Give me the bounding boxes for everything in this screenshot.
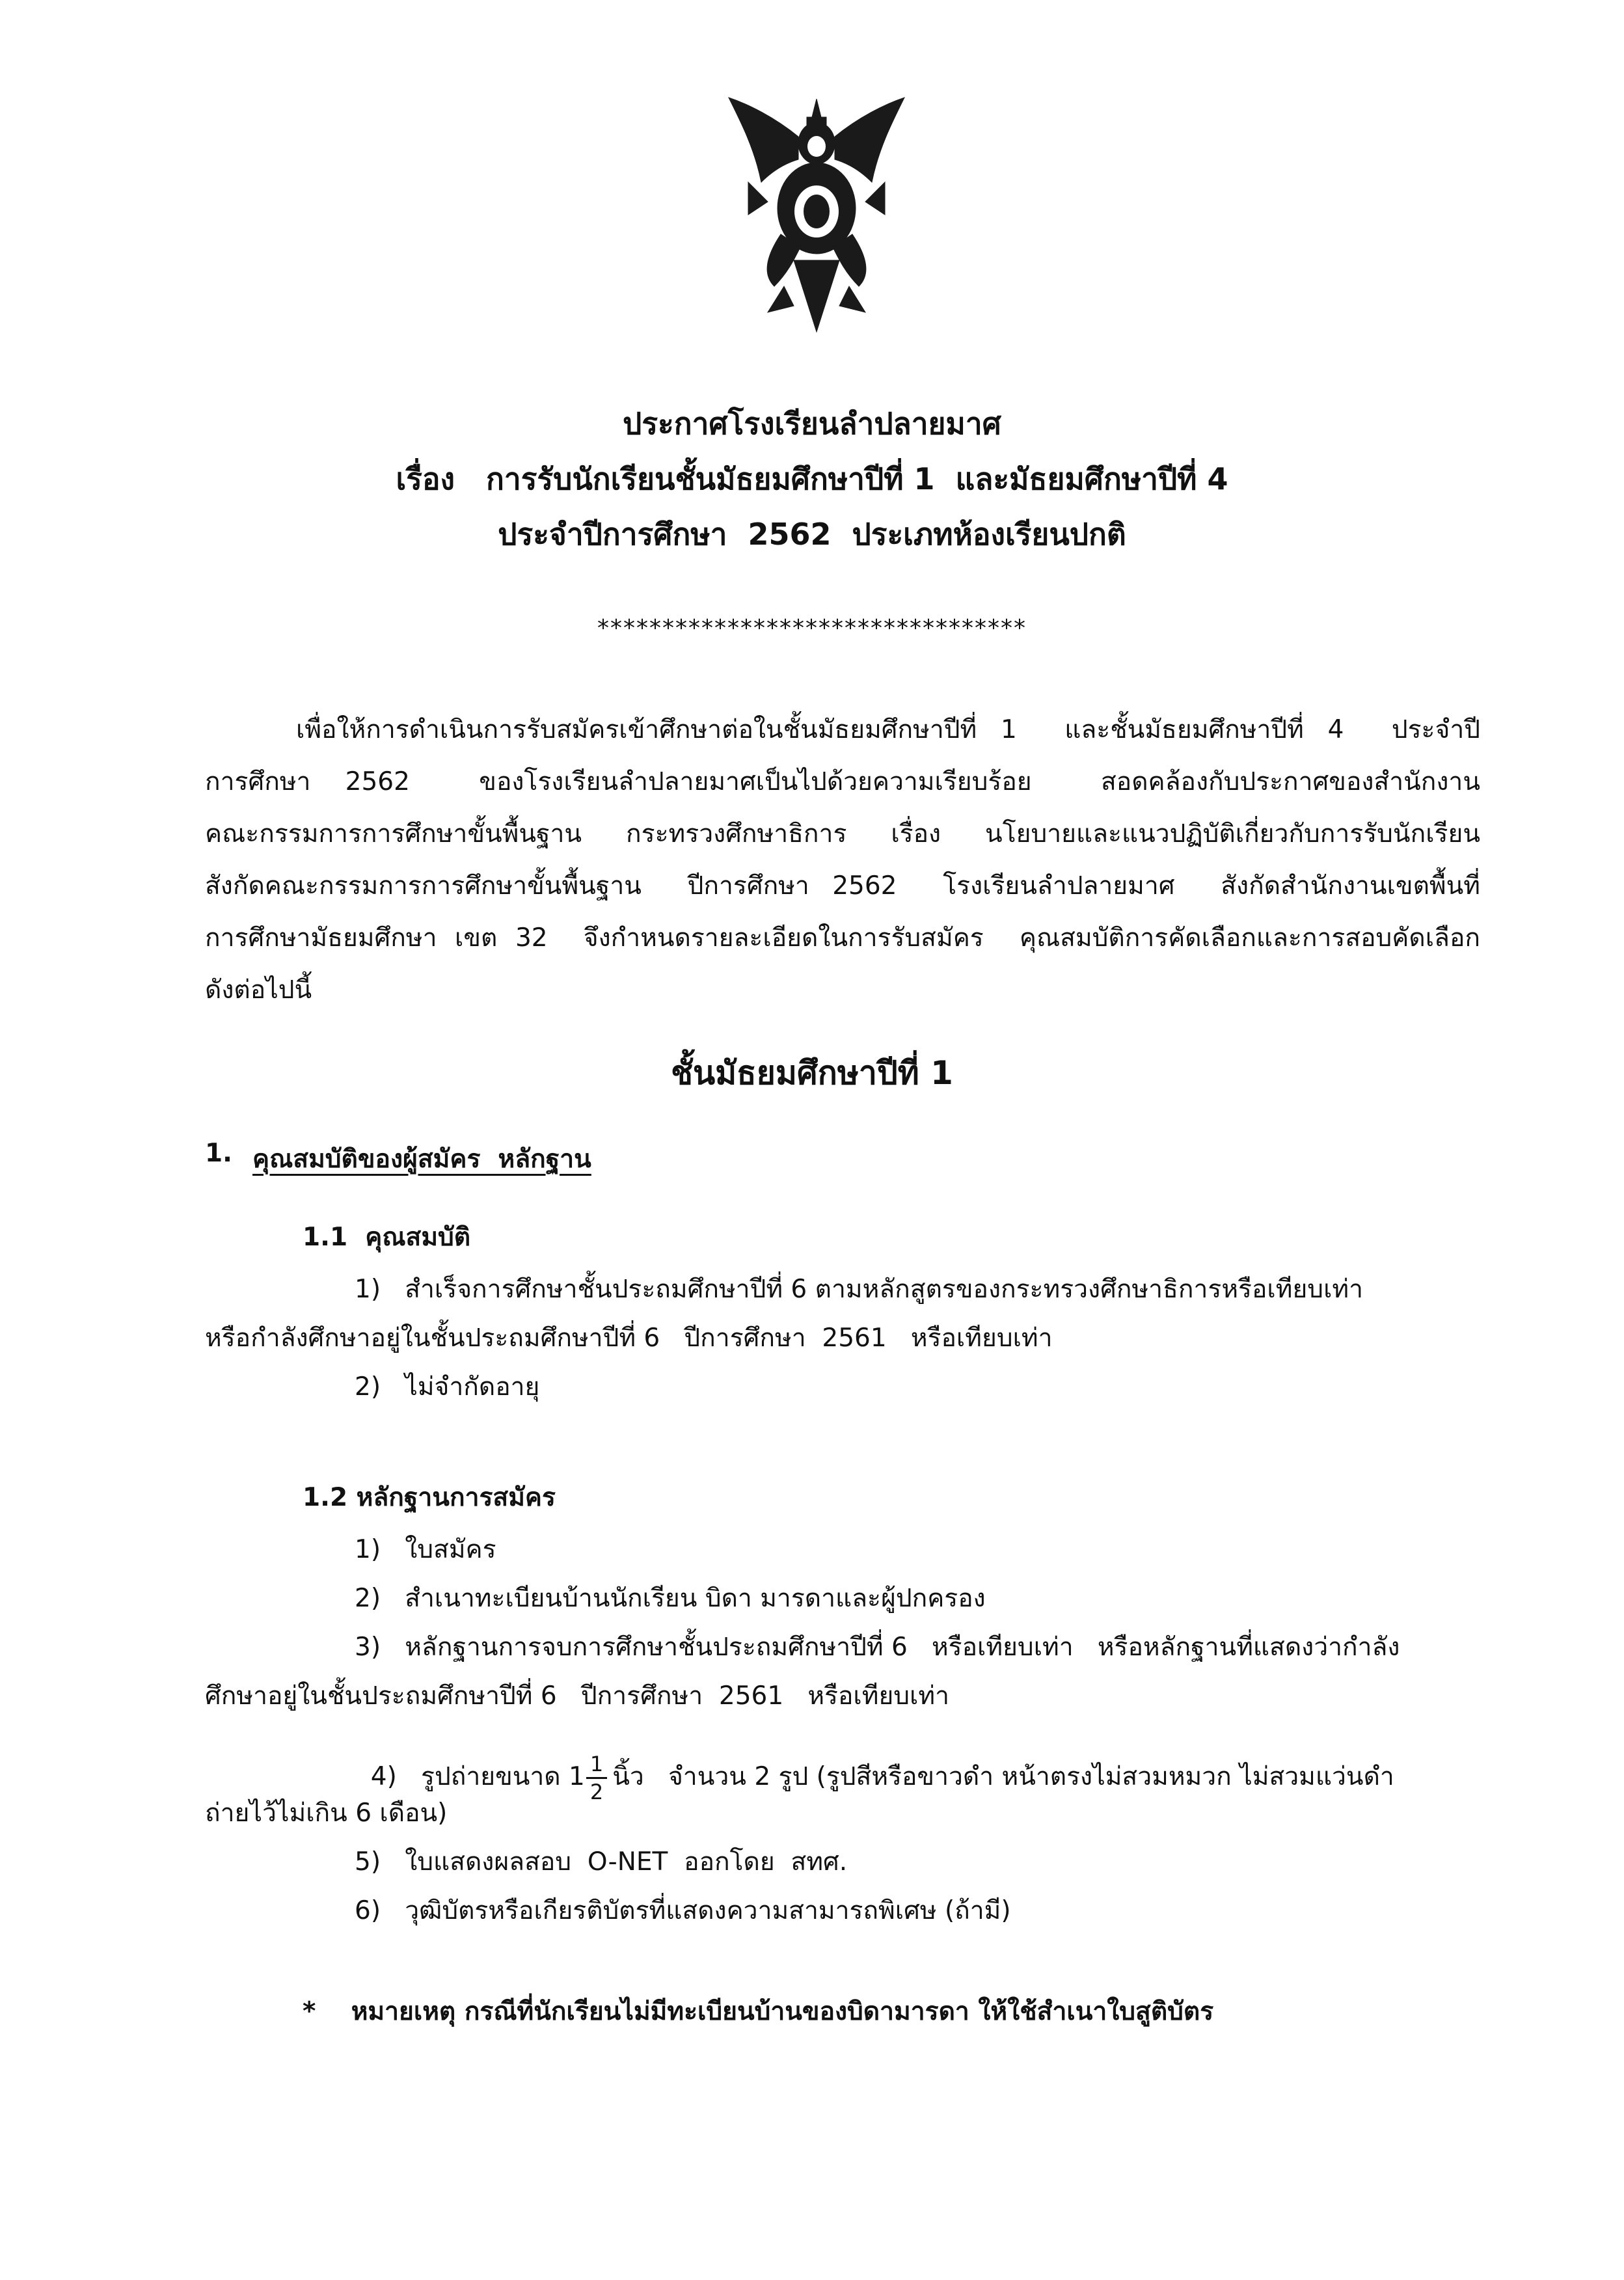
list-item: 1) ใบสมัคร xyxy=(355,1535,496,1564)
subsection-title: 1.1 คุณสมบัติ xyxy=(303,1223,471,1252)
list-item-continuation: ถ่ายไว้ไม่เกิน 6 เดือน) xyxy=(205,1798,448,1828)
list-item-continuation: ศึกษาอยู่ในชั้นประถมศึกษาปีที่ 6 ปีการศึกษา 2561 หรือเทียบเท่า xyxy=(205,1681,949,1711)
note: * หมายเหตุ กรณีที่นักเรียนไม่มีทะเบียนบ้านของบิดามารดา ให้ใช้สำเนาใบสูติบัตร xyxy=(303,1997,1214,2026)
list-item: 5) ใบแสดงผลสอบ O-NET ออกโดย สทศ. xyxy=(355,1847,848,1877)
intro-line: คณะกรรมการการศึกษาขั้นพื้นฐาน กระทรวงศึกษาธิการ เรื่อง นโยบายและแนวปฏิบัติเกี่ยวกับการรับนักเรียน xyxy=(205,819,1480,848)
list-item: 2) สำเนาทะเบียนบ้านนักเรียน บิดา มารดาและผู้ปกครอง xyxy=(355,1584,986,1613)
separator-line: ********************************* xyxy=(597,615,1027,642)
list-item-photo xyxy=(355,1724,1394,1802)
photo-size-fraction xyxy=(586,1754,607,1802)
fraction-numerator: 1 xyxy=(586,1754,607,1779)
photo-item-detail: นิ้ว จำนวน 2 รูป (รูปสีหรือขาวดำ หน้าตรงไม่สวมหมวก ไม่สวมแว่นดำ xyxy=(612,1762,1394,1791)
garuda-emblem xyxy=(722,91,911,338)
item-title: คุณสมบัติของผู้สมัคร หลักฐาน xyxy=(252,1145,591,1174)
list-item: 6) วุฒิบัตรหรือเกียรติบัตรที่แสดงความสามารถพิเศษ (ถ้ามี) xyxy=(355,1896,1011,1925)
list-item: 1) สำเร็จการศึกษาชั้นประถมศึกษาปีที่ 6 ตามหลักสูตรของกระทรวงศึกษาธิการหรือเทียบเท่า xyxy=(355,1275,1364,1304)
photo-item-label: 4) รูปถ่ายขนาด 1 xyxy=(370,1762,585,1791)
subsection-title: 1.2 หลักฐานการสมัคร xyxy=(303,1483,556,1512)
item-number: 1. xyxy=(205,1139,232,1168)
announcement-subject: เรื่อง การรับนักเรียนชั้นมัธยมศึกษาปีที่ 1 และมัธยมศึกษาปีที่ 4 xyxy=(396,461,1228,496)
announcement-year-type: ประจำปีการศึกษา 2562 ประเภทห้องเรียนปกติ xyxy=(498,517,1126,552)
intro-line: สังกัดคณะกรรมการการศึกษาขั้นพื้นฐาน ปีการศึกษา 2562 โรงเรียนลำปลายมาศ สังกัดสำนักงานเขตพื้นที่ xyxy=(205,871,1480,901)
intro-line: เพื่อให้การดำเนินการรับสมัครเข้าศึกษาต่อในชั้นมัธยมศึกษาปีที่ 1 และชั้นมัธยมศึกษาปีที่ 4 ประจำปี xyxy=(296,715,1480,744)
intro-line: ดังต่อไปนี้ xyxy=(205,975,312,1005)
list-item: 3) หลักฐานการจบการศึกษาชั้นประถมศึกษาปีที่ 6 หรือเทียบเท่า หรือหลักฐานที่แสดงว่ากำลัง xyxy=(355,1633,1400,1662)
announcement-title: ประกาศโรงเรียนลำปลายมาศ xyxy=(623,406,1001,441)
list-item-continuation: หรือกำลังศึกษาอยู่ในชั้นประถมศึกษาปีที่ 6 ปีการศึกษา 2561 หรือเทียบเท่า xyxy=(205,1323,1053,1353)
section-heading: ชั้นมัธยมศึกษาปีที่ 1 xyxy=(671,1054,953,1092)
intro-line: การศึกษามัธยมศึกษา เขต 32 จึงกำหนดรายละเอียดในการรับสมัคร คุณสมบัติการคัดเลือกและการสอบคัดเลือก xyxy=(205,923,1480,953)
intro-line: การศึกษา 2562 ของโรงเรียนลำปลายมาศเป็นไปด้วยความเรียบร้อย สอดคล้องกับประกาศของสำนักงาน xyxy=(205,767,1480,796)
list-item: 2) ไม่จำกัดอายุ xyxy=(355,1372,540,1402)
fraction-denominator: 2 xyxy=(589,1780,604,1804)
